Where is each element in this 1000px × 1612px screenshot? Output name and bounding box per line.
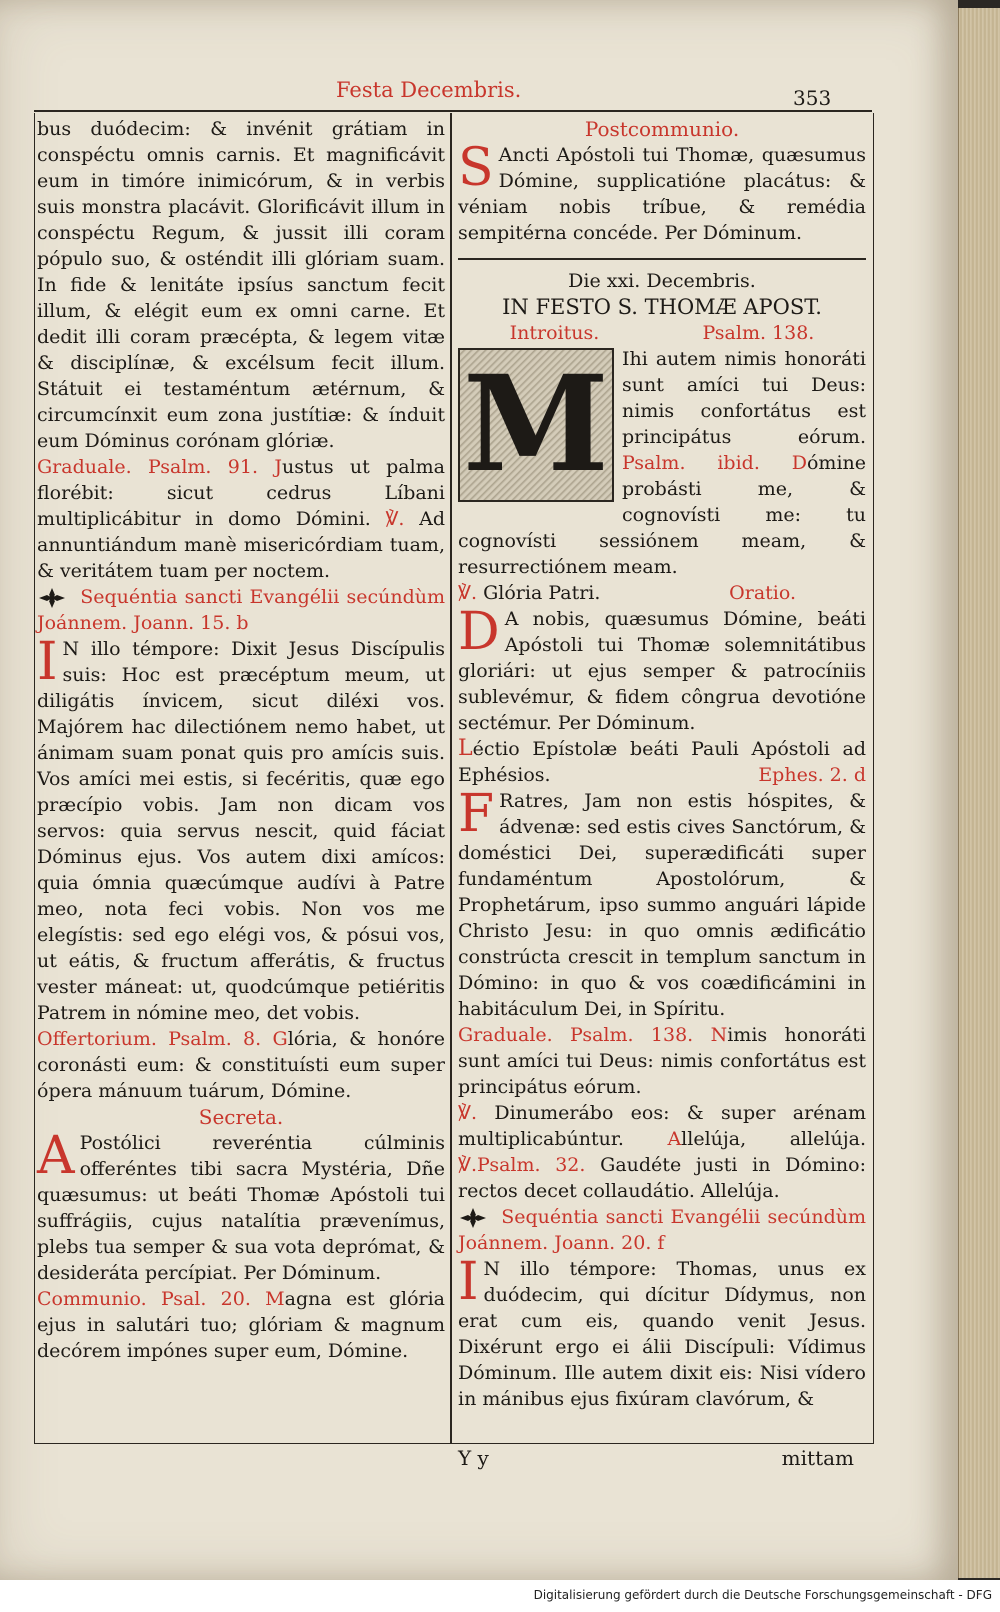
oratio-initial: D bbox=[458, 601, 500, 662]
graduale-label: Graduale. Psalm. 91. bbox=[37, 456, 259, 478]
gospel-paragraph bbox=[458, 1251, 866, 1412]
versicle-mark: ℣. bbox=[458, 1101, 478, 1124]
sequentia-label: Sequéntia sancti Evangélii secúndùm Joánnem. bbox=[458, 1205, 867, 1254]
graduale-label: Graduale. Psalm. 138. bbox=[458, 1023, 694, 1046]
gospel-paragraph bbox=[37, 632, 445, 1026]
epistle-initial: F bbox=[458, 783, 495, 844]
sequentia-label: Sequéntia sancti Evangélii secúndùm Joánnem. bbox=[37, 586, 446, 634]
secreta-text: Postólici reveréntia cúlminis offeréntes tibi sacra Mystéria, Dñe quæsumus: ut beáti Thomæ Apóstoli tui suffrágiis, cujus natalítia prævenímus, plebs tua semper & sua vota deprómat, & desideráta percípiat. Per Dóminum. bbox=[37, 1132, 445, 1284]
versicle-mark: ℣. bbox=[458, 1153, 478, 1176]
secreta-initial: A bbox=[37, 1126, 75, 1186]
versicle-mark: ℣. bbox=[458, 581, 478, 604]
sequentia-reference: Joann. 20. f bbox=[554, 1231, 665, 1254]
gospel-text: N illo témpore: Thomas, unus ex duódecim, qui dícitur Dídymus, non erat cum eis, quando venit Jesus. Dixérunt ergo ei álii Discípuli: Vídimus Dóminum. Ille autem dixit eis: Nisi vídero in mánibus ejus fixúram clavórum, & bbox=[458, 1257, 866, 1410]
lectio-initial: L bbox=[458, 735, 473, 761]
continued-lectio: bus duódecim: & invénit grátiam in conspéctu omnis carnis. Et magnificávit eum in timóre inimicórum, & in verbis suis monstra placávit. Glorificávit illum in conspéctu Regum, & jussit illi coram pópulo suo, & osténdit illi glóriam suam. In fide & lenitáte ipsíus sanctum fecit illum, & elégit eum ex omni carne. Et dedit illi coram præcépta, & legem vitæ & disciplínæ, & excélsum fecit illum. Státuit ei testaméntum ætérnum, & circumcínxit eum zona justítiæ: & índuit eum Dóminus corónam glóriæ. bbox=[37, 118, 445, 452]
running-head: Festa Decembris. bbox=[336, 78, 522, 102]
psalm-ibid-label: Psalm. ibid. bbox=[622, 451, 760, 474]
psalm-ibid-text: ómine probásti me, & cognovísti me: tu cognovísti sessiónem meam, & resurrectiónem meam. bbox=[458, 451, 866, 578]
section-divider bbox=[458, 258, 866, 260]
offertorium-label: Offertorium. Psalm. 8. bbox=[37, 1028, 262, 1050]
postcommunio-text: Ancti Apóstoli tui Thomæ, quæsumus Dómine, supplicatióne placátus: & véniam nobis tríbue, & remédia sempitérna concéde. Per Dóminum. bbox=[458, 144, 866, 244]
feast-date: Die xxi. Decembris. bbox=[568, 269, 756, 292]
psalm-ibid-initial: D bbox=[791, 451, 807, 474]
offertorium-paragraph bbox=[37, 1026, 445, 1104]
catchword: mittam bbox=[781, 1446, 854, 1470]
funding-note: Digitalisierung gefördert durch die Deutsche Forschungsgemeinschaft - DFG bbox=[533, 1588, 992, 1602]
oratio-text: A nobis, quæsumus Dómine, beáti Apóstoli tui Thomæ solemnitátibus gloriári: ut ejus semper & patrocíniis sublevémur, & fidem côngrua devotióne sectémur. Per Dóminum. bbox=[458, 607, 866, 734]
sequentia-reference: Joann. 15. b bbox=[133, 612, 249, 634]
gospel-text: N illo témpore: Dixit Jesus Discípulis suis: Hoc est præcéptum meum, ut diligátis ínvicem, sicut diléxi vos. Majórem hac dilectiónem nemo habet, ut ánimam suam ponat quis pro amícis suis. Vos amíci mei estis, si fecéritis, quæ ego præcípio vobis. Jam non dicam vos servos: quia servus nescit, quid fáciat Dóminus ejus. Vos autem dixi amícos: quia ómnia quæcúmque audívi à Patre meo, nota feci vobis. Non vos me elegístis: sed ego elégi vos, & pósui vos, ut eátis, & fructum afferátis, & fructus vester máneat: ut, quodcúmque petiéritis Patrem in nómine meo, det vobis. bbox=[37, 638, 445, 1024]
graduale-text: imis honoráti sunt amíci tui Deus: nimis confortátus est principátus eórum. bbox=[458, 1023, 867, 1098]
signature-mark: Y y bbox=[458, 1446, 489, 1470]
gloria-line bbox=[458, 580, 866, 606]
postcommunio-initial: S bbox=[458, 138, 494, 198]
postcommunio-heading: Postcommunio. bbox=[584, 117, 740, 141]
epistle-text: Ratres, Jam non estis hóspites, & ádvenæ: sed estis cives Sanctórum, & doméstici Dei, superædificáti super fundaméntum Apostolórum, & Prophetárum, ipso summo anguári lápide Christo Jesu: in quo omnis ædificátio constrúcta crescit in templum sanctum in Dómino: in quo & vos coædificámini in habitáculum Dei, in Spíritu. bbox=[458, 789, 866, 1020]
graduale-initial: N bbox=[710, 1023, 728, 1046]
psalm32-label: Psalm. 32. bbox=[477, 1153, 586, 1176]
secreta-paragraph bbox=[37, 1126, 445, 1286]
page-number: 353 bbox=[793, 86, 832, 110]
header-rule bbox=[34, 110, 872, 112]
alleluia-initial: A bbox=[667, 1127, 682, 1150]
alleluia-text: llelúja, allelúja. bbox=[681, 1127, 866, 1150]
feast-title: IN FESTO S. THOMÆ APOST. bbox=[502, 294, 822, 319]
oratio-paragraph bbox=[458, 601, 866, 736]
gloria-patri: Glória Patri. bbox=[483, 581, 601, 604]
introitus-heading bbox=[458, 320, 866, 346]
epistle-paragraph bbox=[458, 783, 866, 1022]
secreta-heading: Secreta. bbox=[198, 1105, 284, 1129]
sequentia-heading bbox=[37, 584, 445, 636]
offertorium-text: lória, & honóre coronásti eum: & constituísti eum super ópera mánuum tuárum, Dómine. bbox=[37, 1028, 445, 1102]
fleuron-ornament-icon bbox=[458, 1207, 488, 1229]
lectio-heading bbox=[458, 736, 866, 788]
communio-label: Communio. Psal. 20. bbox=[37, 1288, 251, 1310]
page-foot bbox=[458, 1446, 866, 1474]
graduale-paragraph bbox=[37, 454, 445, 584]
communio-text: agna est glória ejus in salutári tuo; glóriam & magnum decórem impónes super eum, Dómine. bbox=[37, 1288, 446, 1362]
fleuron-ornament-icon bbox=[37, 587, 67, 609]
gospel-initial: I bbox=[37, 632, 58, 692]
left-column bbox=[37, 116, 445, 1364]
introitus-label: Introitus. bbox=[509, 321, 600, 344]
right-column bbox=[458, 116, 866, 1412]
lectio-title: éctio Epístolæ beáti Pauli Apóstoli ad Ephésios. bbox=[458, 737, 866, 786]
graduale-initial: J bbox=[274, 456, 282, 478]
versicle-mark: ℣. bbox=[385, 508, 405, 530]
offertorium-initial: G bbox=[272, 1028, 288, 1050]
footer-strip bbox=[0, 1580, 1000, 1612]
alleluia-paragraph bbox=[458, 1100, 866, 1204]
graduale-versicle-text: Ad annuntiándum manè misericórdiam tuam, & veritátem tuam per noctem. bbox=[37, 508, 445, 582]
column-rule bbox=[450, 113, 452, 1443]
woodcut-initial-letter: M bbox=[462, 346, 610, 502]
sequentia-heading bbox=[458, 1204, 866, 1256]
introitus-psalm: Psalm. 138. bbox=[702, 321, 815, 344]
graduale-versicle-text: Dinumerábo eos: & super arénam multiplicabúntur. bbox=[458, 1101, 866, 1150]
woodcut-initial-image bbox=[458, 348, 614, 502]
communio-initial: M bbox=[265, 1288, 285, 1310]
graduale-paragraph bbox=[458, 1022, 866, 1100]
page-edges bbox=[958, 8, 1000, 1578]
gospel-initial: I bbox=[458, 1251, 479, 1312]
communio-paragraph bbox=[37, 1286, 445, 1364]
introitus-text: Ihi autem nimis honoráti sunt amíci tui Deus: nimis confortátus est principátus eórum. bbox=[622, 347, 866, 448]
lectio-reference: Ephes. 2. d bbox=[758, 763, 866, 786]
graduale-text: ustus ut palma florébit: sicut cedrus Líbani multiplicábitur in domo Dómini. bbox=[37, 456, 445, 530]
oratio-heading: Oratio. bbox=[729, 581, 796, 604]
introitus-paragraph bbox=[458, 346, 866, 580]
postcommunio-paragraph bbox=[458, 138, 866, 246]
psalm32-text: Gaudéte justi in Dómino: rectos decet collaudátio. Allelúja. bbox=[458, 1153, 866, 1202]
